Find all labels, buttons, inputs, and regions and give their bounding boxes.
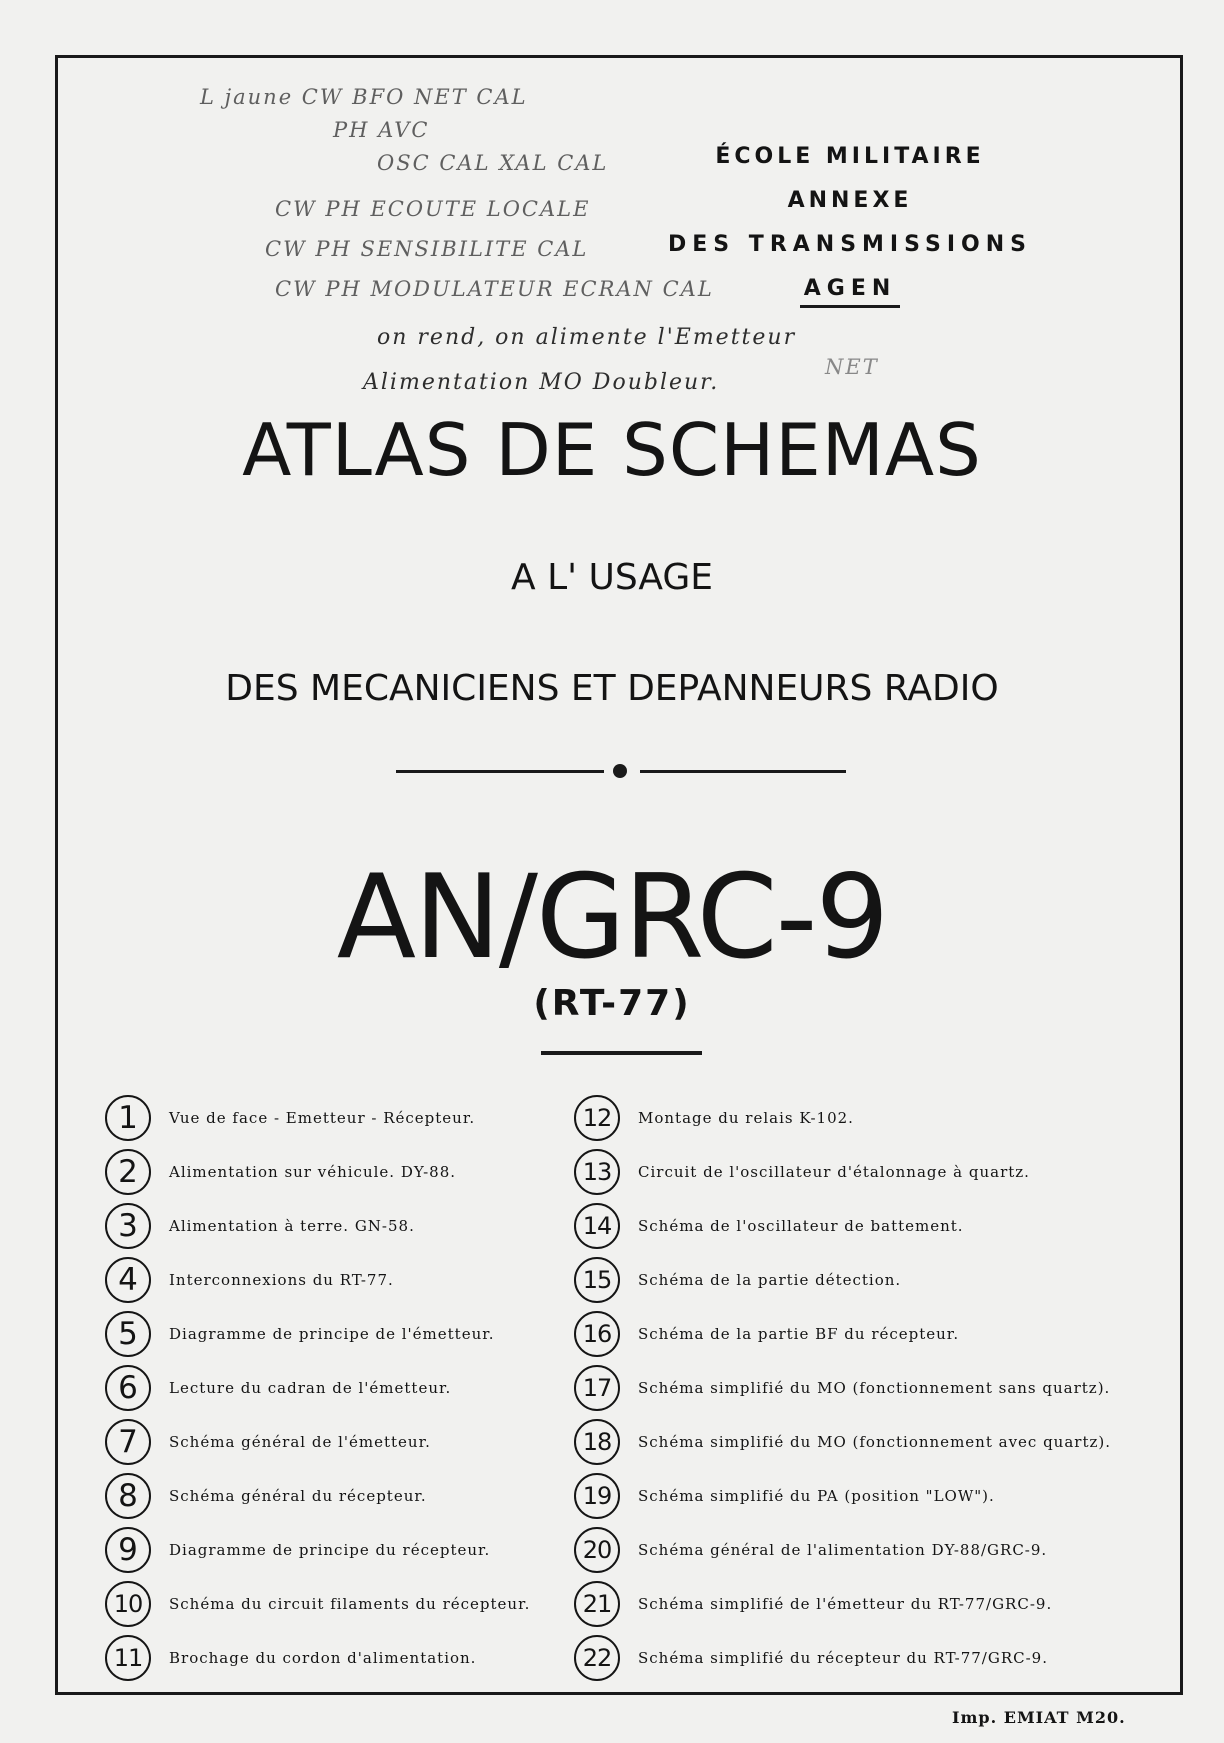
divider-dot [613,764,627,778]
contents-item [574,1417,1174,1467]
contents-label: Schéma de l'oscillateur de battement. [638,1217,964,1235]
contents-label: Interconnexions du RT-77. [169,1271,394,1289]
contents-item [105,1147,575,1197]
contents-label: Alimentation à terre. GN-58. [169,1217,415,1235]
circled-number: 16 [574,1311,620,1357]
circled-number: 12 [574,1095,620,1141]
contents-item [105,1309,575,1359]
note-line: on rend, on alimente l'Emetteur [377,325,797,350]
subtitle-usage: A L' USAGE [511,557,713,598]
note-line: Alimentation MO Doubleur. [363,370,720,395]
note-line: L jaune CW BFO NET CAL [200,85,528,109]
circled-number: 9 [105,1527,151,1573]
circled-number: 14 [574,1203,620,1249]
contents-item [105,1255,575,1305]
contents-item [105,1201,575,1251]
printer-imprint: Imp. EMIAT M20. [952,1708,1126,1727]
document-title: ATLAS DE SCHEMAS [242,408,982,492]
contents-item [574,1363,1174,1413]
contents-item [105,1525,575,1575]
circled-number: 1 [105,1095,151,1141]
circled-number: 2 [105,1149,151,1195]
model-underline [541,1051,702,1055]
contents-label: Schéma simplifié du récepteur du RT-77/GRC-9. [638,1649,1048,1667]
school-header [650,135,1050,308]
contents-label: Schéma simplifié du PA (position "LOW"). [638,1487,995,1505]
contents-item [105,1093,575,1143]
circled-number: 3 [105,1203,151,1249]
contents-label: Lecture du cadran de l'émetteur. [169,1379,452,1397]
circled-number: 5 [105,1311,151,1357]
note-line: OSC CAL XAL CAL [377,151,609,175]
contents-label: Schéma simplifié du MO (fonctionnement sans quartz). [638,1379,1111,1397]
contents-item [574,1579,1174,1629]
note-net: NET [825,355,879,379]
contents-label: Schéma du circuit filaments du récepteur. [169,1595,531,1613]
contents-label: Schéma général de l'émetteur. [169,1433,431,1451]
circled-number: 4 [105,1257,151,1303]
circled-number: 17 [574,1365,620,1411]
contents-item [105,1471,575,1521]
submodel-name: (RT-77) [533,983,691,1024]
contents-label: Schéma de la partie BF du récepteur. [638,1325,960,1343]
circled-number: 15 [574,1257,620,1303]
contents-label: Circuit de l'oscillateur d'étalonnage à quartz. [638,1163,1030,1181]
contents-item [574,1309,1174,1359]
note-line: CW PH SENSIBILITE CAL [265,237,589,261]
contents-item [574,1471,1174,1521]
contents-label: Schéma de la partie détection. [638,1271,902,1289]
circled-number: 21 [574,1581,620,1627]
contents-label: Schéma simplifié de l'émetteur du RT-77/GRC-9. [638,1595,1053,1613]
circled-number: 13 [574,1149,620,1195]
circled-number: 20 [574,1527,620,1573]
circled-number: 6 [105,1365,151,1411]
circled-number: 18 [574,1419,620,1465]
contents-item [105,1417,575,1467]
school-line-2: DES TRANSMISSIONS [668,232,1032,257]
circled-number: 22 [574,1635,620,1681]
contents-item [574,1525,1174,1575]
contents-label: Schéma général de l'alimentation DY-88/GRC-9. [638,1541,1048,1559]
contents-label: Montage du relais K-102. [638,1109,854,1127]
contents-item [574,1093,1174,1143]
contents-label: Schéma simplifié du MO (fonctionnement avec quartz). [638,1433,1112,1451]
contents-item [574,1147,1174,1197]
contents-label: Schéma général du récepteur. [169,1487,427,1505]
contents-item [574,1633,1174,1683]
circled-number: 19 [574,1473,620,1519]
school-line-1: ÉCOLE MILITAIRE ANNEXE [715,144,985,213]
divider-left [396,770,604,773]
contents-label: Alimentation sur véhicule. DY-88. [169,1163,457,1181]
contents-list-left [105,1093,575,1693]
note-line: CW PH MODULATEUR ECRAN CAL [275,277,714,301]
circled-number: 8 [105,1473,151,1519]
note-line: CW PH ECOUTE LOCALE [275,197,591,221]
circled-number: 11 [105,1635,151,1681]
contents-item [105,1633,575,1683]
contents-label: Brochage du cordon d'alimentation. [169,1649,477,1667]
school-line-3: AGEN [803,276,897,301]
circled-number: 7 [105,1419,151,1465]
divider-right [640,770,846,773]
subtitle-audience: DES MECANICIENS ET DEPANNEURS RADIO [225,668,999,709]
model-name: AN/GRC-9 [336,850,888,985]
contents-item [574,1255,1174,1305]
contents-label: Vue de face - Emetteur - Récepteur. [169,1109,476,1127]
contents-list-right [574,1093,1174,1693]
contents-label: Diagramme de principe du récepteur. [169,1541,491,1559]
contents-label: Diagramme de principe de l'émetteur. [169,1325,495,1343]
contents-item [574,1201,1174,1251]
note-line: PH AVC [333,118,430,142]
contents-item [105,1579,575,1629]
circled-number: 10 [105,1581,151,1627]
contents-item [105,1363,575,1413]
